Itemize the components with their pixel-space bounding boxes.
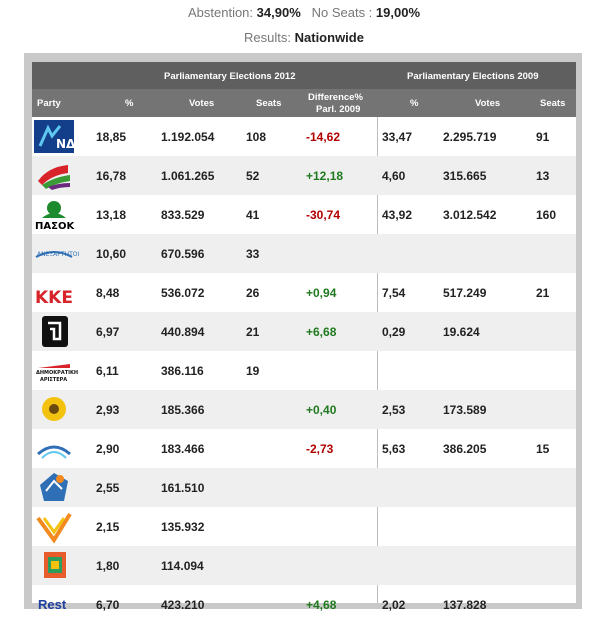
cell-pct09: 7,54 <box>382 285 406 300</box>
cell-diff: -2,73 <box>306 441 334 456</box>
party-name: Rest <box>38 597 67 612</box>
cell-pct09: 2,02 <box>382 597 406 612</box>
table-row <box>32 234 576 273</box>
svg-text:ΠΑΣΟΚ: ΠΑΣΟΚ <box>35 221 75 232</box>
table-row <box>32 390 576 429</box>
cell-pct09: 0,29 <box>382 324 406 339</box>
cell-seats09: 13 <box>536 168 550 183</box>
dimar-logo <box>34 354 79 387</box>
cell-diff: -30,74 <box>306 207 341 222</box>
drasi-logo <box>34 510 74 543</box>
cell-seats: 41 <box>246 207 260 222</box>
table-row <box>32 195 576 234</box>
cell-pct: 13,18 <box>96 207 127 222</box>
col-pct-2012: % <box>125 98 134 109</box>
cell-pct09: 33,47 <box>382 129 413 144</box>
svg-text:ΑΡΙΣΤΕΡΑ: ΑΡΙΣΤΕΡΑ <box>40 377 68 383</box>
cell-votes09: 315.665 <box>443 168 487 183</box>
cell-votes: 1.192.054 <box>161 129 215 144</box>
table-row <box>32 312 576 351</box>
group-header-row <box>32 62 576 89</box>
cell-pct: 2,93 <box>96 402 120 417</box>
abstention-summary <box>0 5 608 20</box>
svg-text:ΔΗΜΟΚΡΑΤΙΚΗ: ΔΗΜΟΚΡΑΤΙΚΗ <box>36 370 79 376</box>
cell-seats: 33 <box>246 246 260 261</box>
col-party: Party <box>37 98 61 109</box>
cell-votes09: 19.624 <box>443 324 480 339</box>
cell-votes09: 386.205 <box>443 441 487 456</box>
cell-seats09: 15 <box>536 441 550 456</box>
cell-seats09: 91 <box>536 129 550 144</box>
table-row <box>32 156 576 195</box>
svg-text:ΑΝΕΞΑΡΤΗΤΟΙ: ΑΝΕΞΑΡΤΗΤΟΙ <box>37 251 80 258</box>
nd-logo <box>34 120 74 153</box>
cell-votes: 423.210 <box>161 597 205 612</box>
cell-votes: 183.466 <box>161 441 205 456</box>
table-row <box>32 585 576 624</box>
table-row <box>32 468 576 507</box>
table-row <box>32 546 576 585</box>
group-header-2009: Parliamentary Elections 2009 <box>407 71 539 82</box>
cell-seats09: 21 <box>536 285 550 300</box>
cell-votes09: 2.295.719 <box>443 129 497 144</box>
svg-text:ΚΚΕ: ΚΚΕ <box>35 288 73 308</box>
cell-seats: 52 <box>246 168 260 183</box>
abstention-value: 34,90% <box>256 5 301 20</box>
column-header-row <box>32 89 576 117</box>
cell-diff: +0,40 <box>306 402 337 417</box>
cell-pct: 2,90 <box>96 441 120 456</box>
cell-votes: 440.894 <box>161 324 205 339</box>
cell-pct: 8,48 <box>96 285 120 300</box>
cell-votes: 670.596 <box>161 246 205 261</box>
cell-pct09: 4,60 <box>382 168 406 183</box>
cell-votes09: 137.828 <box>443 597 487 612</box>
pasok-logo <box>34 198 74 231</box>
cell-diff: -14,62 <box>306 129 341 144</box>
cell-seats: 21 <box>246 324 260 339</box>
cropped-text-line <box>0 0 608 2</box>
laos-logo <box>34 432 74 465</box>
cell-pct09: 43,92 <box>382 207 413 222</box>
cell-votes: 386.116 <box>161 363 204 378</box>
cell-votes: 185.366 <box>161 402 205 417</box>
cell-pct: 1,80 <box>96 558 120 573</box>
cell-diff: +12,18 <box>306 168 344 183</box>
cell-votes: 114.094 <box>161 558 204 573</box>
cell-pct09: 5,63 <box>382 441 406 456</box>
cell-votes: 161.510 <box>161 480 205 495</box>
results-scope <box>0 30 608 45</box>
group-header-2012: Parliamentary Elections 2012 <box>164 71 296 82</box>
syriza-logo <box>34 159 74 192</box>
table-row <box>32 117 576 156</box>
cell-pct: 10,60 <box>96 246 127 261</box>
dimiourgia-logo <box>34 471 74 504</box>
noseats-label: No Seats : <box>311 5 373 20</box>
cell-pct: 2,55 <box>96 480 120 495</box>
cell-votes09: 3.012.542 <box>443 207 497 222</box>
col-difference-sub: Parl. 2009 <box>316 104 361 115</box>
results-label: Results: <box>244 30 291 45</box>
square-logo <box>34 549 74 582</box>
col-pct-2009: % <box>410 98 419 109</box>
cell-diff: +0,94 <box>306 285 337 300</box>
sunflower-logo <box>34 393 74 426</box>
results-table <box>32 62 576 612</box>
cell-votes: 536.072 <box>161 285 205 300</box>
noseats-value: 19,00% <box>375 5 421 20</box>
cell-pct: 6,97 <box>96 324 120 339</box>
kke-logo <box>34 276 74 309</box>
cell-seats: 19 <box>246 363 260 378</box>
cell-diff: +6,68 <box>306 324 337 339</box>
cell-votes09: 173.589 <box>443 402 487 417</box>
col-votes-2009: Votes <box>475 98 501 109</box>
cell-pct: 6,11 <box>96 363 119 378</box>
cell-seats: 108 <box>246 129 267 144</box>
table-row <box>32 507 576 546</box>
cell-pct: 18,85 <box>96 129 127 144</box>
results-value: Nationwide <box>294 30 364 45</box>
col-votes-2012: Votes <box>189 98 215 109</box>
golden-dawn-logo <box>34 315 74 348</box>
cell-pct: 16,78 <box>96 168 127 183</box>
cell-pct: 6,70 <box>96 597 120 612</box>
cell-pct09: 2,53 <box>382 402 406 417</box>
col-seats-2009: Seats <box>540 98 566 109</box>
cell-votes: 135.932 <box>161 519 205 534</box>
abstention-label: Abstention: <box>187 5 254 20</box>
table-row <box>32 351 576 390</box>
svg-text:ΝΔ: ΝΔ <box>56 137 76 151</box>
col-seats-2012: Seats <box>256 98 282 109</box>
col-difference: Difference% <box>308 92 363 103</box>
table-row <box>32 429 576 468</box>
cell-votes09: 517.249 <box>443 285 487 300</box>
table-row <box>32 273 576 312</box>
cell-seats09: 160 <box>536 207 557 222</box>
independent-greeks-logo <box>34 237 80 270</box>
cell-pct: 2,15 <box>96 519 120 534</box>
cell-votes: 1.061.265 <box>161 168 215 183</box>
cell-seats: 26 <box>246 285 260 300</box>
cell-votes: 833.529 <box>161 207 205 222</box>
cell-diff: +4,68 <box>306 597 337 612</box>
